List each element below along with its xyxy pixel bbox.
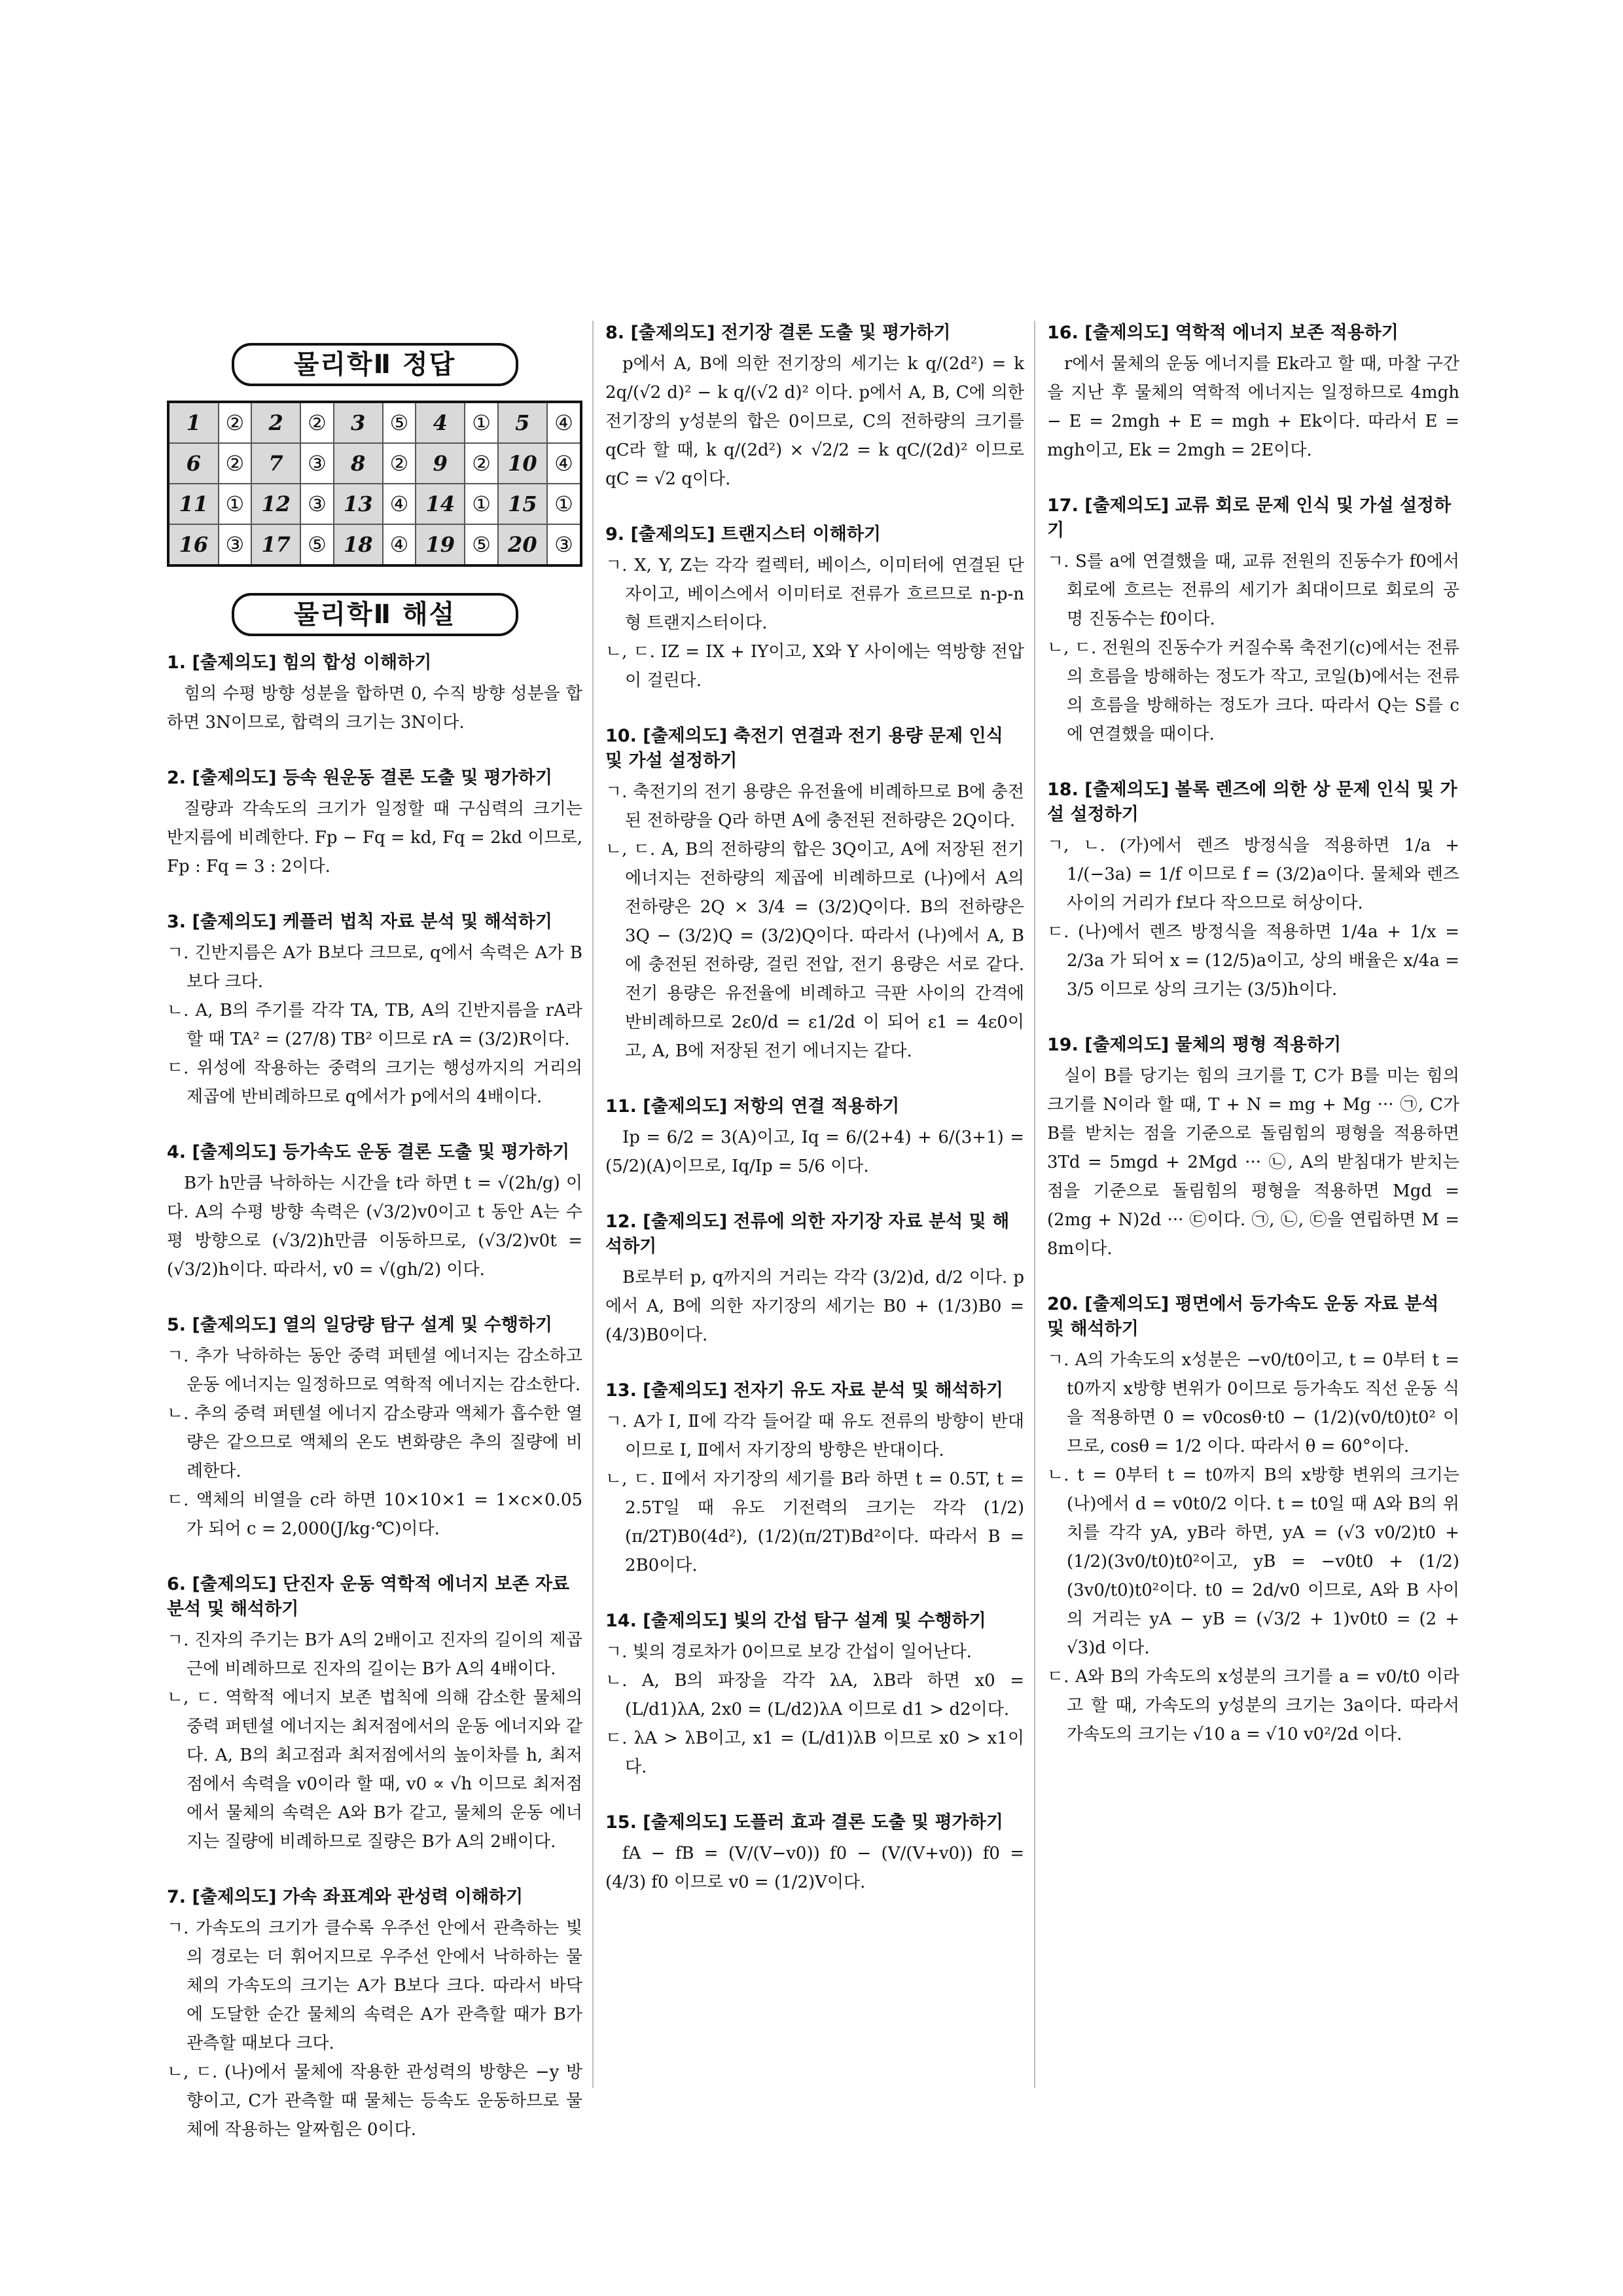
explanation-section [167,1885,582,2144]
section-heading: 13. [출제의도] 전자기 유도 자료 분석 및 해석하기 [605,1380,1003,1401]
column-3 [1047,321,1459,1778]
question-number: 17 [251,524,300,565]
question-number: 5 [498,402,547,443]
section-text: ㄴ. 추의 중력 퍼텐셜 에너지 감소량과 액체가 흡수한 열량은 같으므로 액체의 온도 변화량은 추의 질량에 비례한다. [167,1404,582,1481]
section-text: ㄱ. 축전기의 전기 용량은 유전율에 비례하므로 B에 충전된 전하량을 Q라 하면 A에 충전된 전하량은 2Q이다. [605,782,1024,831]
section-text: ㄷ. λA > λB이고, x1 = (L/d1)λB 이므로 x0 > x1이다. [605,1729,1024,1777]
question-number: 8 [334,443,383,484]
section-text: ㄴ. A, B의 주기를 각각 TA, TB, A의 긴반지름을 rA라 할 때 TA² = (27/8) TB² 이므로 rA = (3/2)R이다. [167,1001,582,1049]
explanation-section [167,766,582,881]
section-text: 실이 B를 당기는 힘의 크기를 T, C가 B를 미는 힘의 크기를 N이라 할 때, T + N = mg + Mg ··· ㉠, C가 B를 받치는 점을 기준으로 돌림힘의 평형을 적용하면 3Td = 5mgd + 2Mgd ··· ㉡, A의 받침대가 받치는 점을 기준으로 돌림힘의 평형을 적용하면 Mgd = (2mg + N)2d ··· ㉢이다. ㉠, ㉡, ㉢을 연립하면 M = 8m이다. [1047,1066,1459,1259]
section-heading: 11. [출제의도] 저항의 연결 적용하기 [605,1096,900,1117]
answer-row [168,402,581,443]
answer-value: ① [465,402,498,443]
answer-value: ② [219,443,252,484]
explanation-section [1047,321,1459,465]
question-number: 12 [251,484,300,524]
section-heading: 3. [출제의도] 케플러 법칙 자료 분석 및 해석하기 [167,912,552,932]
section-text: ㄱ. 빛의 경로차가 0이므로 보강 간섭이 일어난다. [605,1642,972,1662]
question-number: 3 [334,402,383,443]
answer-value: ⑤ [300,524,334,565]
question-number: 19 [416,524,465,565]
explanation-section [167,1140,582,1284]
answer-value: ② [300,402,334,443]
section-text: ㄴ, ㄷ. IZ = IX + IY이고, X와 Y 사이에는 역방향 전압이 걸린다. [605,642,1024,691]
explanation-section [605,724,1024,1066]
section-heading: 20. [출제의도] 평면에서 등가속도 운동 자료 분석 및 해석하기 [1047,1294,1439,1339]
section-heading: 4. [출제의도] 등가속도 운동 결론 도출 및 평가하기 [167,1142,570,1162]
section-heading: 1. [출제의도] 힘의 합성 이해하기 [167,653,432,673]
question-number: 1 [168,402,219,443]
column-2-sections [605,321,1024,1897]
explanation-section [1047,493,1459,749]
explanation-section [167,910,582,1111]
section-text: ㄱ. 가속도의 크기가 클수록 우주선 안에서 관측하는 빛의 경로는 더 휘어지므로 우주선 안에서 낙하하는 물체의 가속도의 크기는 A가 B보다 크다. 따라서 바닥에 도달한 순간 물체의 속력은 A가 관측할 때가 B가 관측할 때보다 크다. [167,1918,582,2053]
explanation-section [605,321,1024,493]
answer-value: ① [465,484,498,524]
answer-value: ② [383,443,416,484]
section-text: ㄱ. S를 a에 연결했을 때, 교류 전원의 진동수가 f0에서 회로에 흐르는 전류의 세기가 최대이므로 회로의 공명 진동수는 f0이다. [1047,552,1459,629]
explanation-section [605,1810,1024,1897]
question-number: 9 [416,443,465,484]
explanation-section [1047,1292,1459,1749]
explanation-section [605,1094,1024,1181]
section-text: ㄴ, ㄷ. A, B의 전하량의 합은 3Q이고, A에 저장된 전기 에너지는 전하량의 제곱에 비례하므로 (나)에서 A의 전하량은 2Q × 3/4 = (3/2)Q이다. B의 전하량은 3Q − (3/2)Q = (3/2)Q이다. 따라서 (나)에서 A, B에 충전된 전하량, 걸린 전압, 전기 용량은 서로 같다. 전기 용량은 유전율에 비례하고 극판 사이의 간격에 반비례하므로 2ε0/d = ε1/2d 이 되어 ε1 = 4ε0이고, A, B에 저장된 전기 에너지는 같다. [605,840,1024,1061]
section-heading: 8. [출제의도] 전기장 결론 도출 및 평가하기 [605,323,951,343]
section-text: ㄴ. t = 0부터 t = t0까지 B의 x방향 변위의 크기는 (나)에서 d = v0t0/2 이다. t = t0일 때 A와 B의 위치를 각각 yA, yB라 하면, yA = (√3 v0/2)t0 + (1/2)(3v0/t0)t0²이고, yB = −v0t0 + (1/2)(3v0/t0)t0²이다. t0 = 2d/v0 이므로, A와 B 사이의 거리는 yA − yB = (√3/2 + 1)v0t0 = (2 + √3)d 이다. [1047,1465,1459,1658]
question-number: 14 [416,484,465,524]
section-text: ㄱ. A가 Ⅰ, Ⅱ에 각각 들어갈 때 유도 전류의 방향이 반대이므로 Ⅰ, Ⅱ에서 자기장의 방향은 반대이다. [605,1412,1024,1460]
section-heading: 12. [출제의도] 전류에 의한 자기장 자료 분석 및 해석하기 [605,1211,1010,1257]
answer-value: ④ [383,524,416,565]
section-text: p에서 A, B에 의한 전기장의 세기는 k q/(2d²) = k 2q/(√2 d)² − k q/(√2 d)² 이다. p에서 A, B, C에 의한 전기장의 y성분의 합은 0이므로, C의 전하량의 크기를 qC라 할 때, k q/(2d²) × √2/2 = k qC/(2d)² 이므로 qC = √2 q이다. [605,354,1024,489]
answer-value: ① [547,484,581,524]
column-1-sections [167,651,582,2144]
question-number: 20 [498,524,547,565]
section-text: ㄷ. (나)에서 렌즈 방정식을 적용하면 1/4a + 1/x = 2/3a 가 되어 x = (12/5)a이고, 상의 배율은 x/4a = 3/5 이므로 상의 크기는 (3/5)h이다. [1047,922,1459,999]
section-heading: 18. [출제의도] 볼록 렌즈에 의한 상 문제 인식 및 가설 설정하기 [1047,780,1457,825]
section-heading: 6. [출제의도] 단진자 운동 역학적 에너지 보존 자료 분석 및 해석하기 [167,1574,570,1619]
question-number: 16 [168,524,219,565]
section-heading: 17. [출제의도] 교류 회로 문제 인식 및 가설 설정하기 [1047,495,1452,541]
question-number: 11 [168,484,219,524]
section-heading: 15. [출제의도] 도플러 효과 결론 도출 및 평가하기 [605,1812,1003,1833]
explanation-section [605,1210,1024,1350]
section-text: ㄷ. 액체의 비열을 c라 하면 10×10×1 = 1×c×0.05가 되어 c = 2,000(J/kg·℃)이다. [167,1490,582,1539]
section-text: ㄱ. 진자의 주기는 B가 A의 2배이고 진자의 길이의 제곱근에 비례하므로 진자의 길이는 B가 A의 4배이다. [167,1630,582,1679]
section-text: ㄴ, ㄷ. 역학적 에너지 보존 법칙에 의해 감소한 물체의 중력 퍼텐셜 에너지는 최저점에서의 운동 에너지와 같다. A, B의 최고점과 최저점에서의 높이차를 h, 최저점에서 속력을 v0이라 할 때, v0 ∝ √h 이므로 최저점에서 물체의 속력은 A와 B가 같고, 물체의 운동 에너지는 질량에 비례하므로 질량은 B가 A의 2배이다. [167,1688,582,1852]
section-text: 질량과 각속도의 크기가 일정할 때 구심력의 크기는 반지름에 비례한다. Fp − Fq = kd, Fq = 2kd 이므로, Fp : Fq = 3 : 2이다. [167,799,582,876]
column-2 [605,321,1024,1926]
section-heading: 19. [출제의도] 물체의 평형 적용하기 [1047,1035,1342,1055]
section-heading: 5. [출제의도] 열의 일당량 탐구 설계 및 수행하기 [167,1315,552,1335]
answer-value: ③ [300,443,334,484]
explanation-section [605,1378,1024,1580]
question-number: 2 [251,402,300,443]
section-text: Ip = 6/2 = 3(A)이고, Iq = 6/(2+4) + 6/(3+1) = (5/2)(A)이므로, Iq/Ip = 5/6 이다. [605,1128,1024,1176]
explanation-title-banner: 물리학Ⅱ 해설 [232,593,518,636]
question-number: 4 [416,402,465,443]
section-text: B가 h만큼 낙하하는 시간을 t라 하면 t = √(2h/g) 이다. A의 수평 방향 속력은 (√3/2)v0이고 t 동안 A는 수평 방향으로 (√3/2)h만큼 이동하므로, (√3/2)v0t = (√3/2)h이다. 따라서, v0 = √(gh/2) 이다. [167,1174,582,1280]
answer-row [168,443,581,484]
answer-value: ⑤ [465,524,498,565]
answer-value: ③ [547,524,581,565]
answer-value: ③ [300,484,334,524]
section-text: ㄱ. 추가 낙하하는 동안 중력 퍼텐셜 에너지는 감소하고 운동 에너지는 일정하므로 역학적 에너지는 감소한다. [167,1346,582,1395]
answer-table [167,401,582,567]
column-1 [167,321,582,2173]
answer-value: ② [465,443,498,484]
section-text: ㄴ, ㄷ. (나)에서 물체에 작용한 관성력의 방향은 −y 방향이고, C가 관측할 때 물체는 등속도 운동하므로 물체에 작용하는 알짜힘은 0이다. [167,2062,582,2140]
explanation-section [1047,1033,1459,1263]
answer-row [168,524,581,565]
column-3-sections [1047,321,1459,1749]
answer-row [168,484,581,524]
section-text: ㄷ. 위성에 작용하는 중력의 크기는 행성까지의 거리의 제곱에 반비례하므로 q에서가 p에서의 4배이다. [167,1058,582,1107]
explanation-section [1047,778,1459,1004]
section-heading: 10. [출제의도] 축전기 연결과 전기 용량 문제 인식 및 가설 설정하기 [605,726,1003,771]
question-number: 15 [498,484,547,524]
answer-value: ④ [547,443,581,484]
answer-value: ④ [547,402,581,443]
answer-value: ① [219,484,252,524]
question-number: 10 [498,443,547,484]
section-text: ㄴ, ㄷ. Ⅱ에서 자기장의 세기를 B라 하면 t = 0.5T, t = 2.5T일 때 유도 기전력의 크기는 각각 (1/2)(π/2T)B0(4d²), (1/2)(π/2T)Bd²이다. 따라서 B = 2B0이다. [605,1469,1024,1575]
section-text: B로부터 p, q까지의 거리는 각각 (3/2)d, d/2 이다. p에서 A, B에 의한 자기장의 세기는 B0 + (1/3)B0 = (4/3)B0이다. [605,1268,1024,1345]
answer-title-banner: 물리학Ⅱ 정답 [232,343,518,386]
answer-value: ② [219,402,252,443]
section-text: ㄱ, ㄴ. (가)에서 렌즈 방정식을 적용하면 1/a + 1/(−3a) = 1/f 이므로 f = (3/2)a이다. 물체와 렌즈 사이의 거리가 f보다 작으므로 허상이다. [1047,836,1459,913]
answer-value: ③ [219,524,252,565]
question-number: 6 [168,443,219,484]
question-number: 18 [334,524,383,565]
answer-value: ⑤ [383,402,416,443]
section-heading: 9. [출제의도] 트랜지스터 이해하기 [605,524,881,545]
section-text: fA − fB = (V/(V−v0)) f0 − (V/(V+v0)) f0 = (4/3) f0 이므로 v0 = (1/2)V이다. [605,1844,1024,1892]
section-heading: 14. [출제의도] 빛의 간섭 탐구 설계 및 수행하기 [605,1611,986,1631]
section-text: ㄷ. A와 B의 가속도의 x성분의 크기를 a = v0/t0 이라고 할 때, 가속도의 y성분의 크기는 3a이다. 따라서 가속도의 크기는 √10 a = √10 v0²/2d 이다. [1047,1667,1459,1744]
section-heading: 7. [출제의도] 가속 좌표계와 관성력 이해하기 [167,1887,524,1907]
explanation-section [167,1572,582,1856]
section-text: ㄱ. X, Y, Z는 각각 컬렉터, 베이스, 이미터에 연결된 단자이고, 베이스에서 이미터로 전류가 흐르므로 n-p-n형 트랜지스터이다. [605,556,1024,633]
question-number: 13 [334,484,383,524]
section-text: ㄱ. 긴반지름은 A가 B보다 크므로, q에서 속력은 A가 B보다 크다. [167,943,582,992]
section-text: ㄴ, ㄷ. 전원의 진동수가 커질수록 축전기(c)에서는 전류의 흐름을 방해하는 정도가 작고, 코일(b)에서는 전류의 흐름을 방해하는 정도가 크다. 따라서 Q는 S를 c에 연결했을 때이다. [1047,638,1459,744]
section-text: ㄱ. A의 가속도의 x성분은 −v0/t0이고, t = 0부터 t = t0까지 x방향 변위가 0이므로 등가속도 직선 운동 식을 적용하면 0 = v0cosθ·t0 − (1/2)(v0/t0)t0² 이므로, cosθ = 1/2 이다. 따라서 θ = 60°이다. [1047,1350,1459,1456]
section-text: 힘의 수평 방향 성분을 합하면 0, 수직 방향 성분을 합하면 3N이므로, 합력의 크기는 3N이다. [167,684,582,732]
answer-value: ④ [383,484,416,524]
explanation-section [167,1313,582,1543]
question-number: 7 [251,443,300,484]
section-heading: 16. [출제의도] 역학적 에너지 보존 적용하기 [1047,323,1399,343]
section-heading: 2. [출제의도] 등속 원운동 결론 도출 및 평가하기 [167,768,552,788]
explanation-section [167,651,582,737]
section-text: ㄴ. A, B의 파장을 각각 λA, λB라 하면 x0 = (L/d1)λA, 2x0 = (L/d2)λA 이므로 d1 > d2이다. [605,1671,1024,1719]
section-text: r에서 물체의 운동 에너지를 Ek라고 할 때, 마찰 구간을 지난 후 물체의 역학적 에너지는 일정하므로 4mgh − E = 2mgh + E = mgh + Ek이다. 따라서 E = mgh이고, Ek = 2mgh = 2E이다. [1047,354,1459,460]
explanation-section [605,1609,1024,1782]
explanation-section [605,522,1024,695]
